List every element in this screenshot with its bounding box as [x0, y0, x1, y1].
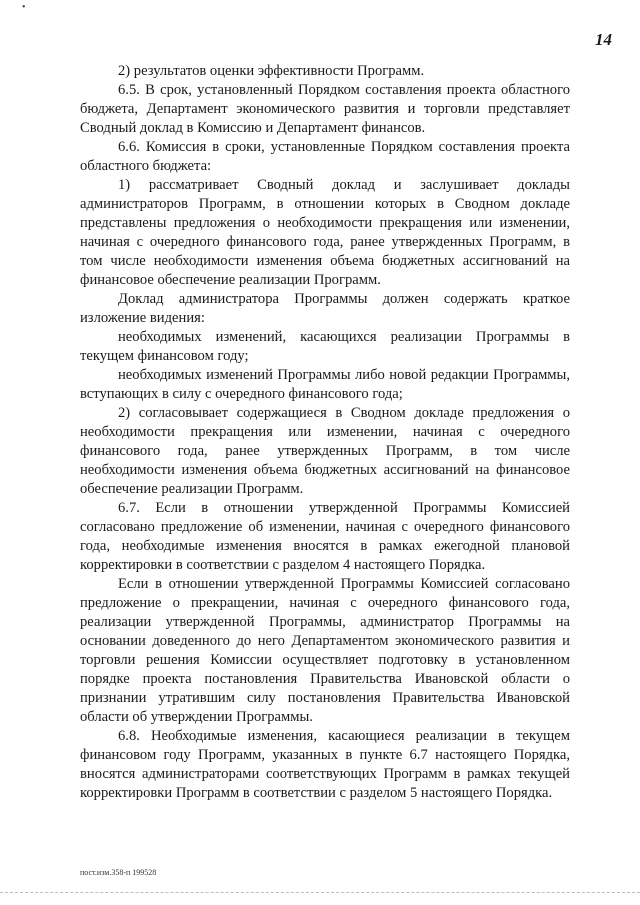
scan-bottom-edge: [0, 892, 640, 893]
document-body: [80, 62, 570, 803]
paragraph-6-7-termination: Если в отношении утвержденной Программы Комиссией согласовано предложение о прекращении, начиная с очередного финансового года, реализации утвержденной Программы, администратор Программы на основании доведенного до него Департаментом экономического развития и торговли решения Комиссии осуществляет подготовку в установленном порядке проекта постановления Правительства Ивановской области о признании утратившим силу постановления Правительства Ивановской области об утверждении Программы.: [80, 576, 570, 725]
scan-artifact: •: [22, 2, 26, 13]
paragraph-6-7: 6.7. Если в отношении утвержденной Программы Комиссией согласовано предложение об изменении, начиная с очередного финансового года, необходимые изменения вносятся в рамках ежегодной плановой корректировки в соответствии с разделом 4 настоящего Порядка.: [80, 500, 570, 573]
page-number: 14: [595, 30, 612, 49]
paragraph-6-6-item-1: 1) рассматривает Сводный доклад и заслушивает доклады администраторов Программ, в отношении которых в Сводном докладе представлены предложения о необходимости прекращения или изменении, начиная с очередного финансового года, ранее утвержденных Программ, в том числе необходимости изменения объема бюджетных ассигнований на финансовое обеспечение реализации Программ.: [80, 177, 570, 288]
paragraph-6-8: 6.8. Необходимые изменения, касающиеся реализации в текущем финансовом году Программ, указанных в пункте 6.7 настоящего Порядка, вносятся администраторами соответствующих Программ в рамках текущей корректировки Программ в соответствии с разделом 5 настоящего Порядка.: [80, 728, 570, 801]
footer-doc-id: пост.изм.358-п 199528: [80, 868, 157, 877]
paragraph-6-6-item-2: 2) согласовывает содержащиеся в Сводном докладе предложения о необходимости прекращения или изменении, начиная с очередного финансового года, ранее утвержденных Программ, в том числе необходимости изменения объема бюджетных ассигнований на финансовое обеспечение реализации Программ.: [80, 405, 570, 497]
paragraph-2-results: 2) результатов оценки эффективности Программ.: [118, 63, 425, 79]
paragraph-current-year-changes: необходимых изменений, касающихся реализации Программы в текущем финансовом году;: [80, 329, 570, 364]
paragraph-next-year-changes: необходимых изменений Программы либо новой редакции Программы, вступающих в силу с очередного финансового года;: [80, 367, 570, 402]
paragraph-report-content: Доклад администратора Программы должен содержать краткое изложение видения:: [80, 291, 570, 326]
paragraph-6-5: 6.5. В срок, установленный Порядком составления проекта областного бюджета, Департамент экономического развития и торговли представляет Сводный доклад в Комиссию и Департамент финансов.: [80, 82, 570, 136]
paragraph-6-6: 6.6. Комиссия в сроки, установленные Порядком составления проекта областного бюджета:: [80, 139, 570, 174]
